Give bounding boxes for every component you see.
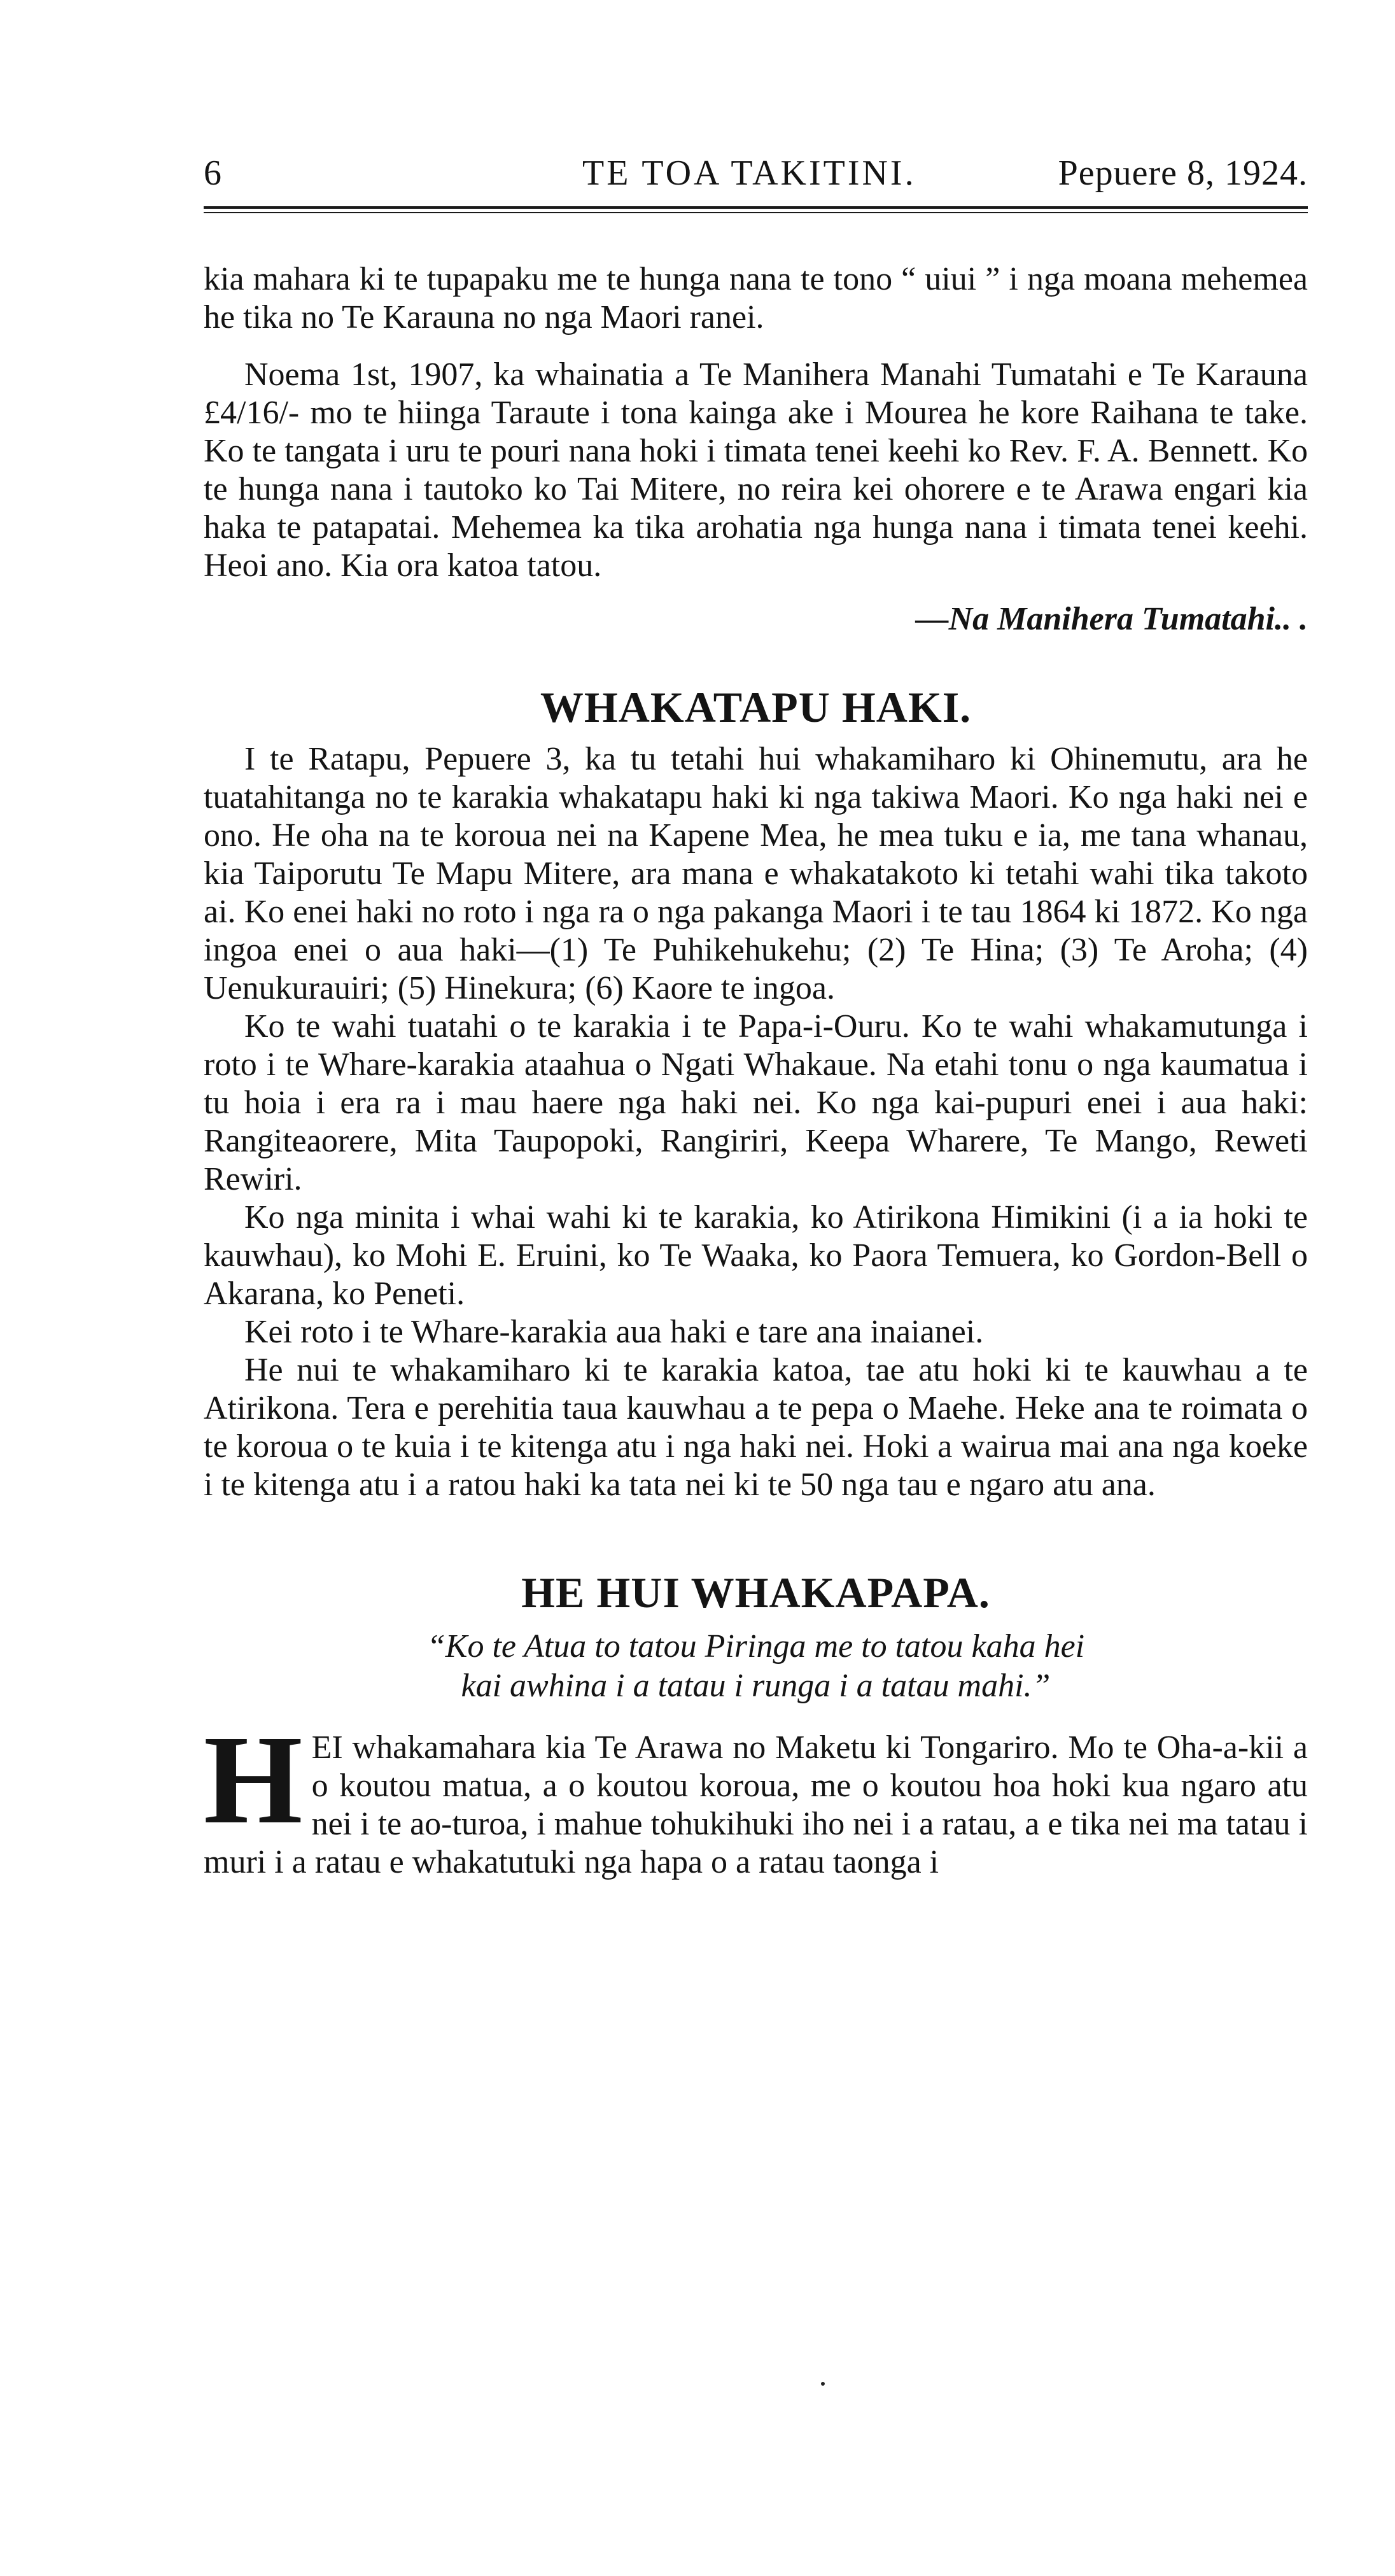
paragraph: Ko nga minita i whai wahi ki te karakia, ko Atirikona Himikini (i a ia hoki te kauwhau), ko Mohi E. Eruini, ko Te Waaka, ko Paora Temuera, ko Gordon-Bell o Akarana, ko Peneti. (204, 1199, 1308, 1312)
signature: —Na Manihera Tumatahi.. . (915, 601, 1308, 637)
issue-date: Pepuere 8, 1924. (1058, 153, 1308, 193)
stray-mark (821, 2382, 825, 2386)
page-header (204, 153, 1308, 206)
header-rule-thin (204, 212, 1308, 213)
page (204, 153, 1308, 1882)
drop-cap-paragraph (204, 1710, 1308, 1882)
article-whakatapu-haki (204, 682, 1308, 1504)
publication-title: TE TOA TAKITINI. (582, 153, 916, 193)
header-rule (204, 206, 1308, 209)
paragraph: kia mahara ki te tupapaku me te hunga nana te tono “ uiui ” i nga moana mehemea he tika no Te Karauna no nga Maori ranei. (204, 261, 1308, 335)
page-number: 6 (204, 153, 222, 193)
epigraph (204, 1627, 1308, 1706)
epigraph-line: “Ko te Atua to tatou Piringa me to tatou kaha hei (426, 1628, 1085, 1665)
epigraph-line: kai awhina i a tatau i runga i a tatau mahi.” (461, 1668, 1051, 1704)
paragraph: Kei roto i te Whare-karakia aua haki e tare ana inaianei. (244, 1314, 984, 1350)
paragraph: I te Ratapu, Pepuere 3, ka tu tetahi hui whakamiharo ki Ohinemutu, ara he tuatahitanga no te karakia whakatapu haki ki nga takiwa Maori. Ko nga haki nei e ono. He oha na te koroua nei na Kapene Mea, he mea tuku e ia, me tana whanau, kia Taiporutu Te Mapu Mitere, ara mana e whakatakoto ki tetahi wahi tika takoto ai. Ko enei haki no roto i nga ra o nga pakanga Maori i te tau 1864 ki 1872. Ko nga ingoa enei o aua haki—(1) Te Puhikehukehu; (2) Te Hina; (3) Te Aroha; (4) Uenukurauiri; (5) Hinekura; (6) Kaore te ingoa. (204, 741, 1308, 1006)
article-heading: WHAKATAPU HAKI. (540, 683, 972, 731)
paragraph: He nui te whakamiharo ki te karakia katoa, tae atu hoki ki te kauwhau a te Atirikona. Tera e perehitia taua kauwhau a te pepa o Maehe. Heke ana te roimata o te koroua o te kuia i te kitenga atu i nga haki nei. Hoki a wairua mai ana nga koeke i te kitenga atu i a ratou haki ka tata nei ki te 50 nga tau e ngaro atu ana. (204, 1352, 1308, 1503)
paragraph: EI whakamahara kia Te Arawa no Maketu ki Tongariro. Mo te Oha-a-kii a o koutou matua, a o koutou koroua, me o koutou hoa hoki kua ngaro atu nei i te ao-turoa, i mahue tohukihuki iho nei i a ratau, a e tika nei ma tatau i muri i a ratau e whakatutuki nga hapa o a ratau taonga i (204, 1729, 1308, 1880)
paragraph: Ko te wahi tuatahi o te karakia i te Papa-i-Ouru. Ko te wahi whakamutunga i roto i te Whare-karakia ataahua o Ngati Whakaue. Na etahi tonu o nga kaumatua i tu hoia i era ra i mau haere nga haki nei. Ko nga kai-pupuri enei i aua haki: Rangiteaorere, Mita Taupopoki, Rangiriri, Keepa Wharere, Te Mango, Reweti Rewiri. (204, 1008, 1308, 1197)
article-hui-whakapapa (204, 1568, 1308, 1882)
paragraph: Noema 1st, 1907, ka whainatia a Te Manihera Manahi Tumatahi e Te Karauna £4/16/- mo te hiinga Taraute i tona kainga ake i Mourea he kore Raihana te take. Ko te tangata i uru te pouri nana hoki i timata tenei keehi ko Rev. F. A. Bennett. Ko te hunga nana i tautoko ko Tai Mitere, no reira kei ohorere e te Arawa engari kia haka te patapatai. Mehemea ka tika arohatia nga hunga nana i timata tenei keehi. Heoi ano. Kia ora katoa tatou. (204, 356, 1308, 584)
drop-cap: H (204, 1710, 303, 1850)
article-letter (204, 260, 1308, 638)
article-heading: HE HUI WHAKAPAPA. (521, 1568, 990, 1617)
